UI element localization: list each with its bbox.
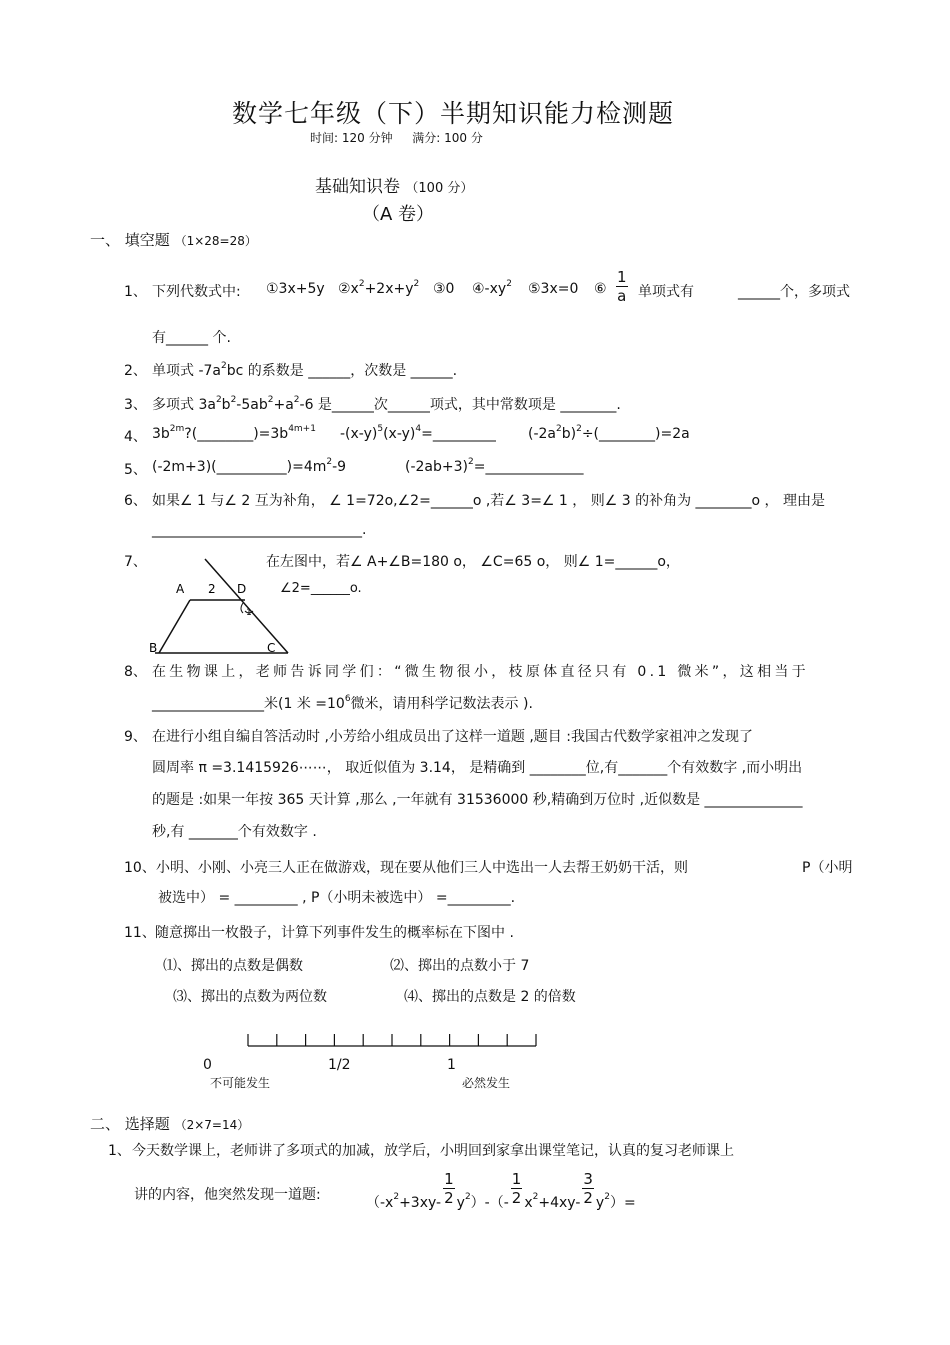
q1-number: 1、 — [124, 284, 147, 300]
q11-event-2: ⑵、掷出的点数小于 7 — [390, 958, 530, 974]
score-value: 100 分 — [444, 131, 483, 145]
q1-option-3: ③0 — [433, 281, 455, 297]
q1-line2: 有______ 个. — [152, 330, 231, 346]
scale-label-1: 1 — [447, 1057, 456, 1073]
q1-option-5: ⑤3x=0 — [528, 281, 579, 297]
label-angle-2: 2 — [208, 582, 216, 596]
q4-number: 4、 — [124, 429, 147, 445]
q1-intro: 下列代数式中: — [152, 284, 241, 300]
time-value: 120 分钟 — [341, 131, 393, 145]
section1-heading — [90, 229, 257, 250]
q1-fraction: $\frac{1}{a}$ — [617, 268, 627, 305]
q1-option-2: $②x^2+2x+y^2$ — [338, 279, 420, 297]
q7-number: 7、 — [124, 554, 147, 570]
q8-line2: ________________米(1 米 $=10^6$微米，请用科学记数法表示 ). — [152, 694, 533, 712]
q11-event-3: ⑶、掷出的点数为两位数 — [173, 989, 327, 1005]
q1-option-6: ⑥ — [594, 281, 607, 297]
scale-label-half: 1/2 — [328, 1057, 351, 1073]
time-label: 时间: — [310, 131, 339, 145]
q10-line2: 被选中） = _________ , P（小明未被选中） =_________. — [158, 890, 516, 906]
volume-part: （A 卷） — [362, 204, 435, 225]
section1-score: （1×28=28） — [174, 234, 257, 248]
q3-text: 多项式 $3a^2b^2-5ab^2+a^2-6$ 是______次______项式，其中常数项是 ________. — [152, 395, 621, 413]
volume-points: （100 分） — [405, 181, 474, 196]
page-title: 数学七年级（下）半期知识能力检测题 — [232, 99, 675, 128]
section2-score: （2×7=14） — [174, 1118, 250, 1132]
volume-name: 基础知识卷 — [315, 177, 400, 197]
section2-heading — [90, 1113, 249, 1134]
scale-label-0: 0 — [203, 1057, 212, 1073]
q9-line4: 秒,有 _______个有效数字 . — [152, 824, 317, 840]
q6-number: 6、 — [124, 493, 147, 509]
q10-number: 10、 — [124, 860, 156, 876]
q11-event-1: ⑴、掷出的点数是偶数 — [163, 958, 303, 974]
q1-polynomial-label: ______个，多项式 — [738, 284, 850, 300]
q5-part-1: $(-2m+3)(\_\_\_\_\_\_\_\_\_\_)=4m^2-9$ — [152, 457, 347, 475]
q9-line1: 在进行小组自编自答活动时 ,小芳给小组成员出了这样一道题 ,题目 :我国古代数学家祖冲之发现了 — [152, 729, 753, 745]
q6-line1: 如果∠ 1 与∠ 2 互为补角， ∠ 1=72o,∠2=______o ,若∠ 3=∠ 1 ， 则∠ 3 的补角为 ________o ， 理由是 — [152, 493, 826, 509]
q11-line1: 随意掷出一枚骰子，计算下列事件发生的概率标在下图中 . — [155, 925, 514, 941]
scale-ticks — [248, 1034, 536, 1046]
q11-number: 11、 — [124, 925, 156, 941]
q1-option-1: ①3x+5y — [266, 281, 325, 297]
q9-line2: 圆周率 π =3.1415926⋯⋯， 取近似值为 3.14， 是精确到 ________位,有_______个有效数字 ,而小明出 — [152, 760, 803, 776]
q1-option-4: $④-xy^2$ — [472, 279, 512, 297]
section1-title: 一、 填空题 — [90, 231, 170, 249]
label-c: C — [267, 641, 276, 655]
scale-impossible: 不可能发生 — [210, 1076, 271, 1090]
label-d: D — [237, 582, 247, 596]
scale-certain: 必然发生 — [462, 1076, 511, 1090]
q2-number: 2、 — [124, 363, 147, 379]
q10-line1b: P（小明 — [802, 860, 853, 876]
q5-number: 5、 — [124, 462, 147, 478]
q4-part-2: $-(x-y)^5(x-y)^4=\_\_\_\_\_\_\_\_\_$ — [340, 424, 496, 442]
q7-line1: 在左图中，若∠ A+∠B=180 o， ∠C=65 o， 则∠ 1=______o， — [266, 554, 680, 570]
mc1-number: 1、 — [108, 1143, 131, 1159]
q8-line1: 在生物课上，老师告诉同学们：“微生物很小，枝原体直径只有 0.1 微米”，这相当于 — [152, 664, 809, 680]
q7-trapezoid-diagram — [145, 555, 295, 657]
q6-line2: ______________________________. — [152, 522, 367, 538]
q11-event-4: ⑷、掷出的点数是 2 的倍数 — [404, 989, 576, 1005]
score-label: 满分: — [412, 131, 441, 145]
q9-line3: 的题是 :如果一年按 365 天计算 ,那么 ,一年就有 31536000 秒,精确到万位时 ,近似数是 ______________ — [152, 792, 803, 808]
probability-scale — [244, 1030, 540, 1050]
label-b: B — [149, 641, 158, 655]
q3-number: 3、 — [124, 397, 147, 413]
volume-heading — [315, 172, 473, 197]
q5-part-2: $(-2ab+3)^2=\_\_\_\_\_\_\_\_\_\_\_\_\_\_$ — [405, 457, 584, 475]
q9-number: 9、 — [124, 729, 147, 745]
q4-part-3: $(-2a^2b)^2\div(\_\_\_\_\_\_\_\_)=2a$ — [528, 424, 690, 442]
q2-text: 单项式 $-7a^2bc$ 的系数是 ______，次数是 ______. — [152, 361, 458, 379]
label-angle-1: 1 — [246, 608, 252, 618]
q8-number: 8、 — [124, 664, 147, 680]
q1-monomial-label: 单项式有 — [638, 284, 694, 300]
q7-line2: ∠2=______o. — [280, 581, 362, 596]
q4-part-1: $3b^{2m}?(\_\_\_\_\_\_\_\_)=3b^{4m+1}$ — [152, 424, 316, 442]
q10-line1: 小明、小刚、小亮三人正在做游戏，现在要从他们三人中选出一人去帮王奶奶干活，则 — [156, 860, 688, 876]
section2-title: 二、 选择题 — [90, 1115, 170, 1133]
exam-info — [310, 129, 483, 146]
mc1-line1: 今天数学课上，老师讲了多项式的加减，放学后，小明回到家拿出课堂笔记，认真的复习老师课上 — [132, 1143, 734, 1159]
mc1-expression: （$-x_2+3xy-$ $\frac{1}{2}$ $y_2)-(-$ $\frac{1}{2}$ $x_2+4xy-$ $\frac{3}{2}$ $y_2)=$ — [366, 1170, 636, 1211]
mc1-line2: 讲的内容，他突然发现一道题: — [134, 1187, 321, 1203]
label-a: A — [176, 582, 185, 596]
